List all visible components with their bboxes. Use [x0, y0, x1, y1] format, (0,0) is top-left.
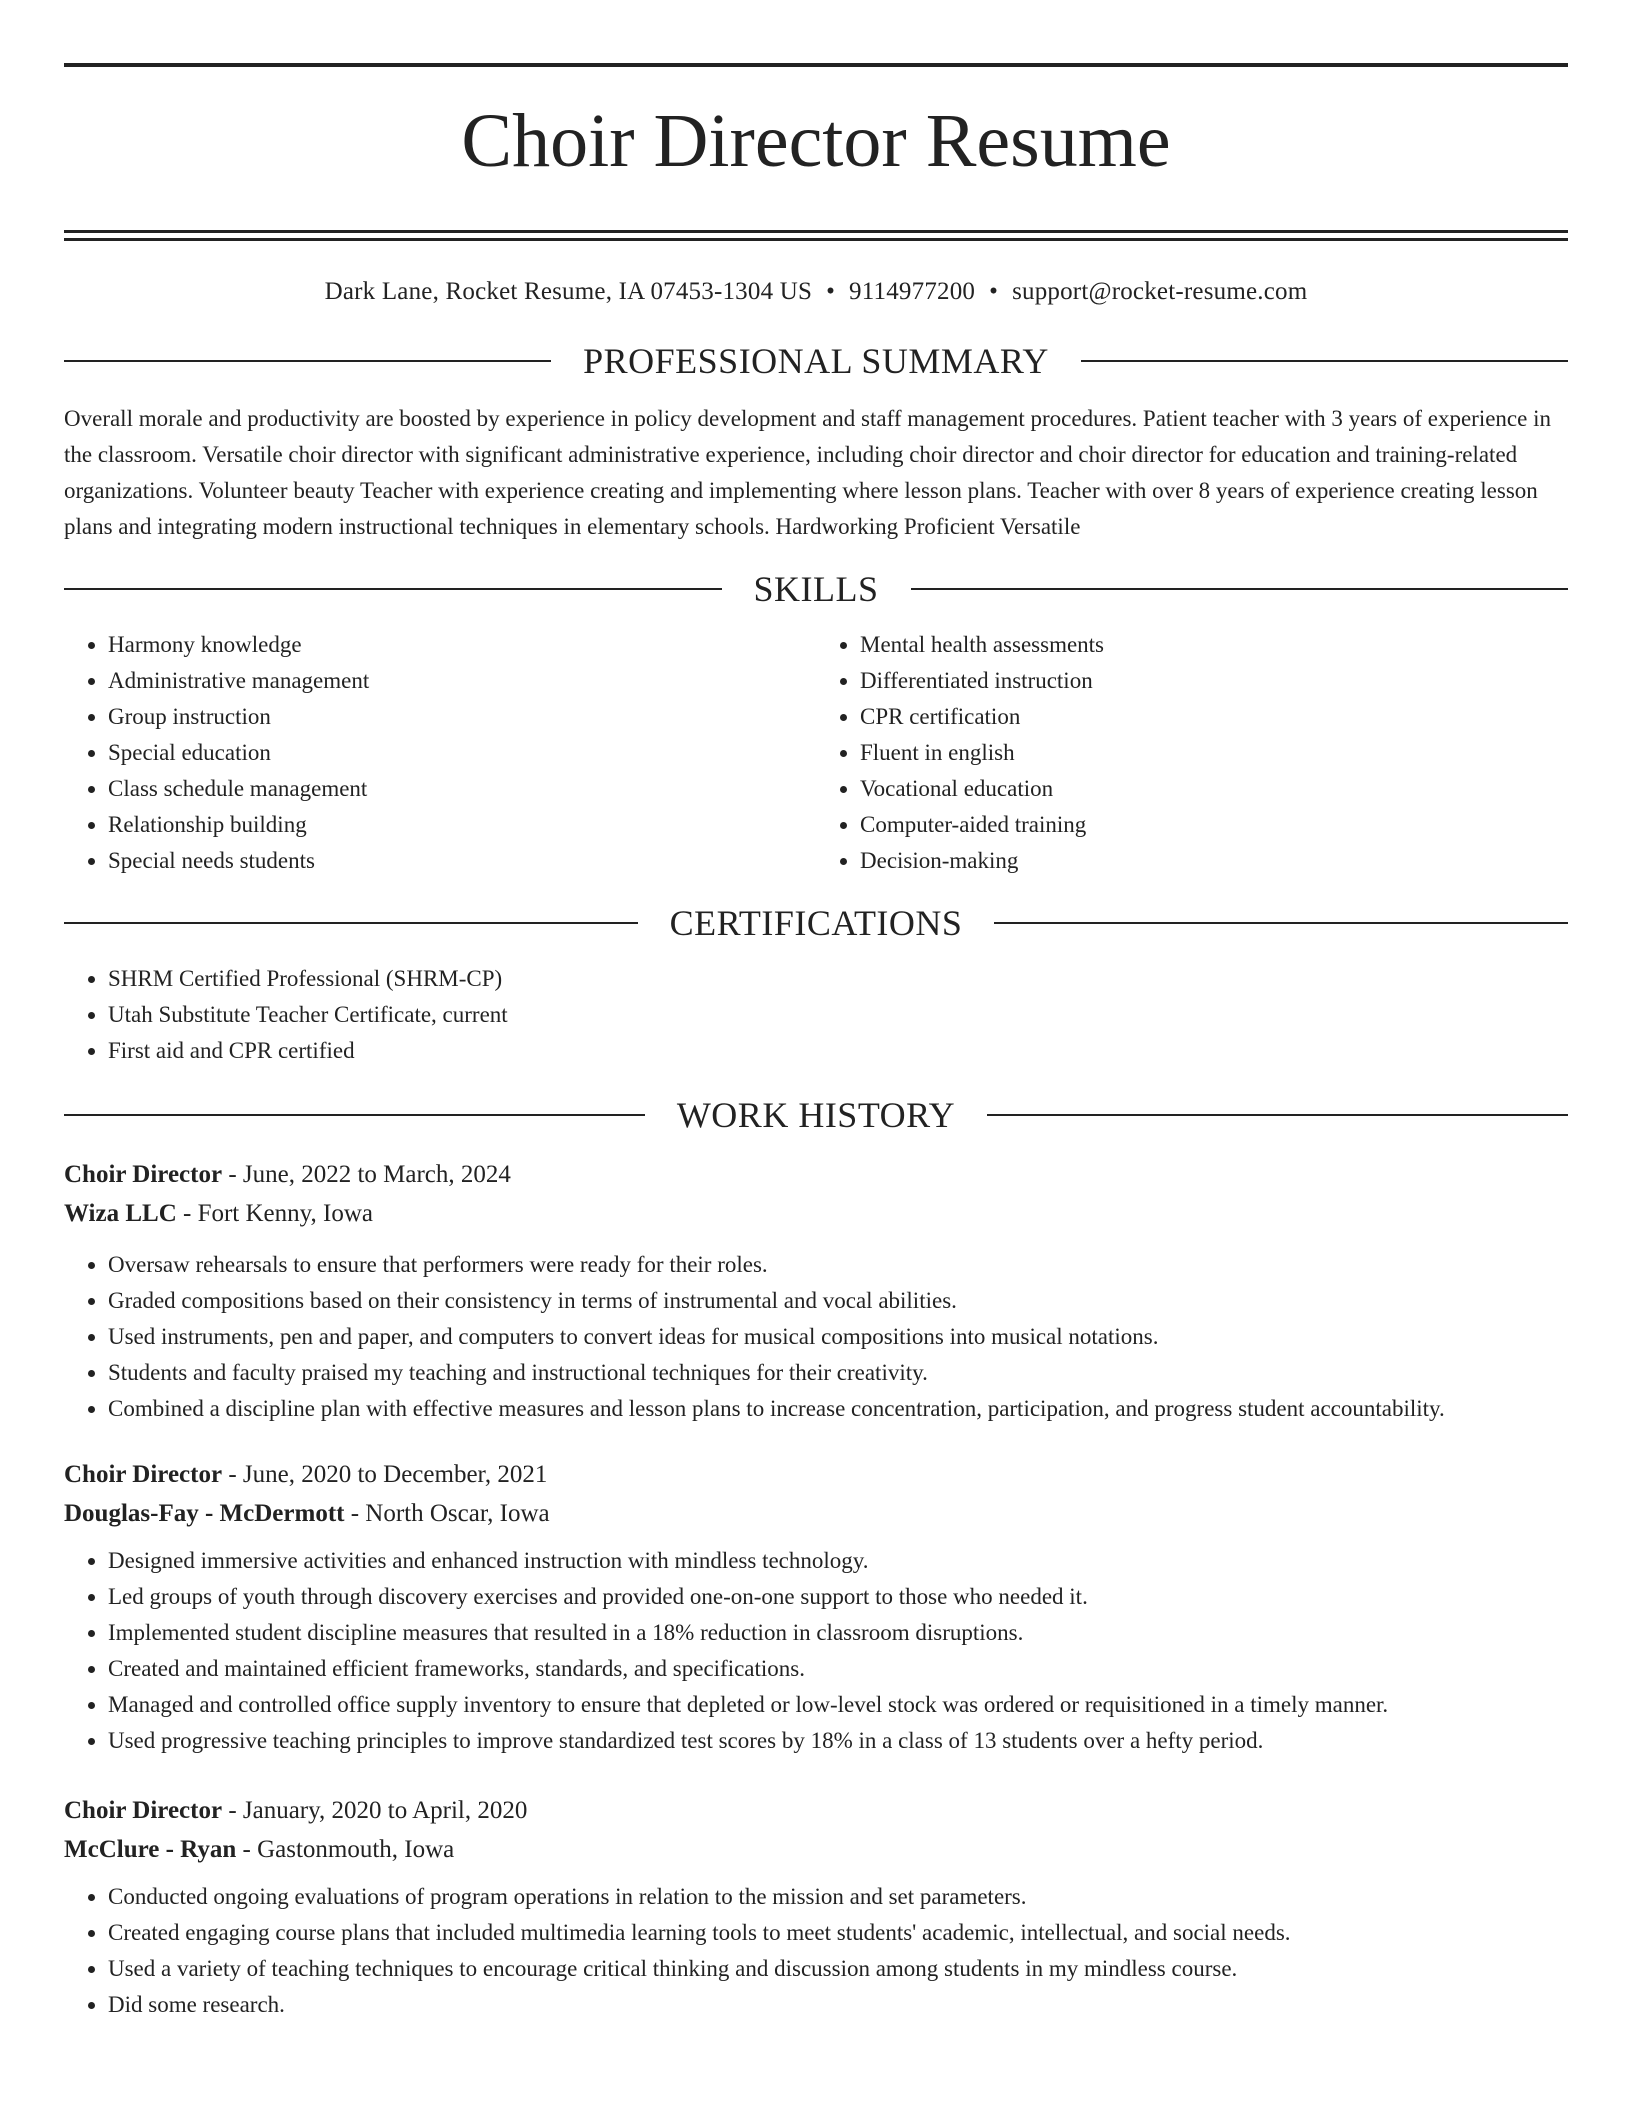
- certifications-heading: [64, 901, 1568, 945]
- certification-item: • SHRM Certified Professional (SHRM-CP): [108, 961, 1568, 997]
- skills-list: [64, 627, 1568, 879]
- skill-item: • Group instruction: [108, 699, 816, 735]
- job-bullet: • Used progressive teaching principles to improve standardized test scores by 18% in a class of 13 students over a hefty period.: [108, 1723, 1568, 1759]
- heading-rule-right: [994, 922, 1568, 924]
- certification-item: • Utah Substitute Teacher Certificate, current: [108, 997, 1568, 1033]
- skill-item: • Decision-making: [860, 843, 1568, 879]
- work-history-heading-label: WORK HISTORY: [676, 1094, 956, 1135]
- job-title-line: [64, 1791, 1568, 1830]
- skills-column-left: [64, 627, 816, 879]
- summary-text: Overall morale and productivity are boosted by experience in policy development and staff management procedures. Patient teacher with 3 years of experience in the classroom. Versatile choir director with significant administrative experience, including choir director and choir director for education and training-related organizations. Volunteer beauty Teacher with experience creating and implementing where lesson plans. Teacher with over 8 years of experience creating lesson plans and integrating modern instructional techniques in elementary schools. Hardworking Proficient Versatile: [64, 405, 1551, 539]
- job-bullet: • Graded compositions based on their consistency in terms of instrumental and vocal abilities.: [108, 1283, 1568, 1319]
- summary-heading-label: PROFESSIONAL SUMMARY: [583, 340, 1049, 381]
- job-bullets: [64, 1543, 1568, 1759]
- skill-item: • Computer-aided training: [860, 807, 1568, 843]
- job-employer: Wiza LLC: [64, 1199, 177, 1227]
- job-bullet: • Designed immersive activities and enhanced instruction with mindless technology.: [108, 1543, 1568, 1579]
- skill-item: • Relationship building: [108, 807, 816, 843]
- job-bullet: • Did some research.: [108, 1987, 1568, 2023]
- skill-item: • Special needs students: [108, 843, 816, 879]
- title-double-rule: [64, 230, 1568, 241]
- certifications-heading-label: CERTIFICATIONS: [669, 902, 963, 943]
- job-bullet: • Combined a discipline plan with effective measures and lesson plans to increase concentration, participation, and progress student accountability.: [108, 1391, 1568, 1427]
- job-bullet: • Used a variety of teaching techniques to encourage critical thinking and discussion among students in my mindless course.: [108, 1951, 1568, 1987]
- heading-rule-left: [64, 922, 638, 924]
- job-entry: [64, 1791, 1568, 2023]
- job-title: Choir Director: [64, 1160, 223, 1188]
- job-dates: - June, 2022 to March, 2024: [228, 1160, 511, 1188]
- resume-page: [64, 0, 1568, 2023]
- certifications-list: [64, 961, 1568, 1069]
- job-entry: [64, 1155, 1568, 1427]
- skill-item: • Differentiated instruction: [860, 663, 1568, 699]
- job-location: - North Oscar, Iowa: [350, 1499, 550, 1527]
- top-rule: [64, 63, 1568, 67]
- job-title-line: [64, 1155, 1568, 1194]
- job-bullet: • Students and faculty praised my teaching and instructional techniques for their creativity.: [108, 1355, 1568, 1391]
- contact-email: support@rocket-resume.com: [1012, 277, 1308, 305]
- job-bullet: • Led groups of youth through discovery exercises and provided one-on-one support to those who needed it.: [108, 1579, 1568, 1615]
- contact-address: Dark Lane, Rocket Resume, IA 07453-1304 US: [324, 277, 813, 305]
- skill-item: • Class schedule management: [108, 771, 816, 807]
- skill-item: • Harmony knowledge: [108, 627, 816, 663]
- heading-rule-right: [1081, 360, 1568, 362]
- job-bullet: • Used instruments, pen and paper, and computers to convert ideas for musical compositions into musical notations.: [108, 1319, 1568, 1355]
- skills-heading-label: SKILLS: [753, 568, 879, 609]
- job-dates: - January, 2020 to April, 2020: [228, 1796, 528, 1824]
- heading-rule-right: [987, 1114, 1568, 1116]
- heading-rule-left: [64, 588, 722, 590]
- job-bullet: • Conducted ongoing evaluations of program operations in relation to the mission and set parameters.: [108, 1879, 1568, 1915]
- job-bullets: [64, 1247, 1568, 1427]
- job-location: - Fort Kenny, Iowa: [183, 1199, 374, 1227]
- contact-line: [64, 277, 1568, 307]
- skill-item: • Administrative management: [108, 663, 816, 699]
- skill-item: • CPR certification: [860, 699, 1568, 735]
- job-dates: - June, 2020 to December, 2021: [228, 1460, 548, 1488]
- certification-item: • First aid and CPR certified: [108, 1033, 1568, 1069]
- job-bullet: • Created engaging course plans that included multimedia learning tools to meet students' academic, intellectual, and social needs.: [108, 1915, 1568, 1951]
- heading-rule-left: [64, 1114, 645, 1116]
- job-employer: McClure - Ryan: [64, 1835, 237, 1863]
- job-employer-line: [64, 1494, 1568, 1533]
- job-bullet: • Managed and controlled office supply inventory to ensure that depleted or low-level stock was ordered or requisitioned in a timely manner.: [108, 1687, 1568, 1723]
- skill-item: • Vocational education: [860, 771, 1568, 807]
- job-bullets: [64, 1879, 1568, 2023]
- skill-item: • Mental health assessments: [860, 627, 1568, 663]
- job-location: - Gastonmouth, Iowa: [242, 1835, 455, 1863]
- contact-separator: •: [826, 277, 836, 305]
- heading-rule-right: [911, 588, 1569, 590]
- job-title: Choir Director: [64, 1460, 223, 1488]
- contact-phone: 9114977200: [849, 277, 976, 305]
- job-bullet: • Oversaw rehearsals to ensure that performers were ready for their roles.: [108, 1247, 1568, 1283]
- skills-heading: [64, 567, 1568, 611]
- skill-item: • Fluent in english: [860, 735, 1568, 771]
- work-history-heading: [64, 1093, 1568, 1137]
- job-title: Choir Director: [64, 1796, 223, 1824]
- job-employer: Douglas-Fay - McDermott: [64, 1499, 345, 1527]
- job-title-line: [64, 1455, 1568, 1494]
- heading-rule-left: [64, 360, 551, 362]
- job-employer-line: [64, 1194, 1568, 1233]
- job-bullet: • Implemented student discipline measures that resulted in a 18% reduction in classroom disruptions.: [108, 1615, 1568, 1651]
- page-title: Choir Director Resume: [461, 99, 1171, 183]
- job-entry: [64, 1455, 1568, 1759]
- summary-heading: [64, 339, 1568, 383]
- contact-separator: •: [989, 277, 999, 305]
- job-employer-line: [64, 1830, 1568, 1869]
- skills-column-right: [816, 627, 1568, 879]
- skill-item: • Special education: [108, 735, 816, 771]
- job-bullet: • Created and maintained efficient frameworks, standards, and specifications.: [108, 1651, 1568, 1687]
